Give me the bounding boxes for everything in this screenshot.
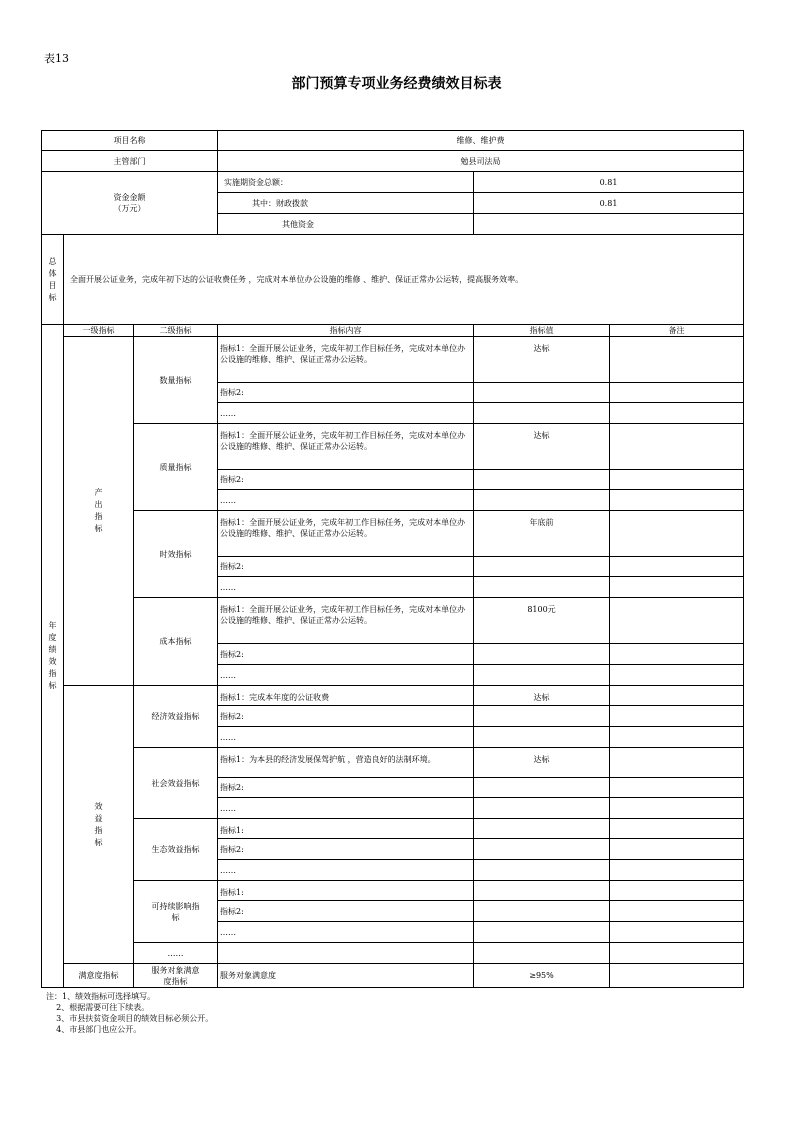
indicator-1-content: 指标1：全面开展公证业务，完成年初工作目标任务，完成对本单位办公设施的维修、维护、保证正常办公运转。: [218, 424, 474, 470]
header-remark: 备注: [610, 325, 744, 337]
project-name-label: 项目名称: [42, 131, 218, 151]
indicator-1-value: 达标: [474, 686, 610, 706]
indicator-ellipsis: ……: [218, 665, 474, 686]
output-group-name: 数量指标: [134, 337, 218, 424]
indicator-ellipsis: ……: [218, 798, 474, 819]
indicator-ellipsis-remark: [610, 665, 744, 686]
funds-finance-label: 其中：财政拨款: [218, 193, 474, 214]
header-value: 指标值: [474, 325, 610, 337]
indicator-1-content: 指标1：全面开展公证业务，完成年初工作目标任务，完成对本单位办公设施的维修、维护、保证正常办公运转。: [218, 337, 474, 383]
indicator-1-remark: [610, 424, 744, 470]
benefit-group-name: 经济效益指标: [134, 686, 218, 748]
indicator-ellipsis: ……: [218, 922, 474, 943]
indicator-1-remark: [610, 337, 744, 383]
indicator-2-content: 指标2:: [218, 644, 474, 665]
indicator-2-content: 指标2:: [218, 778, 474, 798]
indicator-2-content: 指标2:: [218, 706, 474, 727]
department-value: 勉县司法局: [218, 151, 744, 172]
indicator-ellipsis-value: [474, 403, 610, 424]
funds-finance-value: 0.81: [474, 193, 744, 214]
indicator-ellipsis-remark: [610, 860, 744, 881]
benefit-group-name: 生态效益指标: [134, 819, 218, 881]
indicator-2-value: [474, 706, 610, 727]
indicator-1-value: 达标: [474, 337, 610, 383]
indicator-1-value: [474, 819, 610, 839]
indicator-ellipsis-value: [474, 665, 610, 686]
benefit-level1-label: 效 益 指 标: [64, 686, 134, 964]
overall-goal-text: 全面开展公证业务，完成年初下达的公证收费任务 ，完成对本单位办公设施的维修 、维护、保证正常办公运转，提高服务效率。: [64, 235, 744, 325]
table-number: 表13: [44, 52, 69, 65]
indicator-ellipsis: ……: [218, 490, 474, 511]
overall-goal-label: 总 体 目 标: [42, 235, 64, 325]
indicator-ellipsis-remark: [610, 943, 744, 964]
output-group-name: 成本指标: [134, 598, 218, 686]
indicator-ellipsis-remark: [610, 727, 744, 748]
indicator-2-remark: [610, 383, 744, 403]
indicator-2-value: [474, 839, 610, 860]
indicator-ellipsis-value: [474, 922, 610, 943]
note-line: 注：1、绩效指标可选择填写。: [46, 992, 156, 1001]
funds-other-label: 其他资金: [218, 214, 474, 235]
indicator-2-value: [474, 901, 610, 922]
notes: [46, 991, 213, 1035]
indicator-1-value: 8100元: [474, 598, 610, 644]
indicator-1-content: 指标1：完成本年度的公证收费: [218, 686, 474, 706]
indicator-ellipsis-remark: [610, 577, 744, 598]
indicator-2-remark: [610, 644, 744, 665]
indicator-1-remark: [610, 511, 744, 557]
funds-label-text: 资金金额: [113, 193, 146, 202]
indicator-ellipsis: ……: [218, 577, 474, 598]
indicator-2-value: [474, 778, 610, 798]
note-line: 3、市县扶贫资金项目的绩效目标必须公开。: [46, 1014, 214, 1023]
indicator-ellipsis: ……: [218, 860, 474, 881]
satisfaction-remark: [610, 964, 744, 988]
indicator-1-content: 指标1：全面开展公证业务，完成年初工作目标任务，完成对本单位办公设施的维修、维护、保证正常办公运转。: [218, 598, 474, 644]
indicator-2-value: [474, 557, 610, 577]
satisfaction-value: ≥95%: [474, 964, 610, 988]
indicator-2-value: [474, 470, 610, 490]
indicator-2-remark: [610, 839, 744, 860]
indicator-1-remark: [610, 686, 744, 706]
indicator-ellipsis-remark: [610, 403, 744, 424]
indicator-ellipsis-value: [474, 943, 610, 964]
indicator-1-remark: [610, 598, 744, 644]
funds-unit: （万元）: [113, 204, 146, 213]
benefit-group-name: 社会效益指标: [134, 748, 218, 819]
indicator-1-value: [474, 881, 610, 901]
indicator-1-value: 达标: [474, 424, 610, 470]
satisfaction-level1: 满意度指标: [64, 964, 134, 988]
indicator-ellipsis-value: [474, 860, 610, 881]
satisfaction-level2: 服务对象满意度指标: [134, 964, 218, 988]
indicator-2-content: 指标2:: [218, 470, 474, 490]
indicator-ellipsis-value: [474, 727, 610, 748]
indicator-ellipsis: ……: [218, 403, 474, 424]
note-line: 2、根据需要可往下续表。: [46, 1003, 150, 1012]
indicator-2-value: [474, 644, 610, 665]
indicator-1-remark: [610, 748, 744, 778]
indicator-1-value: 达标: [474, 748, 610, 778]
indicator-2-content: 指标2:: [218, 839, 474, 860]
funds-total-value: 0.81: [474, 172, 744, 193]
indicator-ellipsis-value: [474, 490, 610, 511]
indicator-2-remark: [610, 557, 744, 577]
indicator-1-content: 指标1:: [218, 819, 474, 839]
performance-target-table: [41, 130, 744, 988]
indicator-2-content: 指标2:: [218, 901, 474, 922]
indicator-1-remark: [610, 881, 744, 901]
page-title: 部门预算专项业务经费绩效目标表: [291, 76, 502, 92]
indicator-2-remark: [610, 470, 744, 490]
indicator-1-remark: [610, 819, 744, 839]
indicator-2-content: 指标2:: [218, 557, 474, 577]
note-line: 4、市县部门也应公开。: [46, 1025, 142, 1034]
department-label: 主管部门: [42, 151, 218, 172]
indicator-ellipsis-remark: [610, 490, 744, 511]
indicator-2-remark: [610, 778, 744, 798]
indicator-2-remark: [610, 901, 744, 922]
annual-indicator-label: 年 度 绩 效 指 标: [42, 325, 64, 988]
indicator-ellipsis: [218, 943, 474, 964]
indicator-2-remark: [610, 706, 744, 727]
funds-other-value: [474, 214, 744, 235]
output-group-name: 质量指标: [134, 424, 218, 511]
indicator-1-content: 指标1：全面开展公证业务，完成年初工作目标任务，完成对本单位办公设施的维修、维护、保证正常办公运转。: [218, 511, 474, 557]
indicator-ellipsis-remark: [610, 922, 744, 943]
output-group-name: 时效指标: [134, 511, 218, 598]
indicator-ellipsis-value: [474, 577, 610, 598]
benefit-group-ellipsis: ……: [134, 943, 218, 964]
funds-total-label: 实施期资金总额：: [218, 172, 474, 193]
indicator-ellipsis-remark: [610, 798, 744, 819]
benefit-group-name: 可持续影响指标: [134, 881, 218, 943]
indicator-1-content: 指标1:: [218, 881, 474, 901]
funds-label: [42, 172, 218, 235]
indicator-ellipsis: ……: [218, 727, 474, 748]
project-name-value: 维修、维护费: [218, 131, 744, 151]
indicator-ellipsis-value: [474, 798, 610, 819]
header-content: 指标内容: [218, 325, 474, 337]
header-level1: 一级指标: [64, 325, 134, 337]
header-level2: 二级指标: [134, 325, 218, 337]
indicator-1-content: 指标1：为本县的经济发展保驾护航 ，营造良好的法制环境。: [218, 748, 474, 778]
indicator-2-value: [474, 383, 610, 403]
indicator-2-content: 指标2:: [218, 383, 474, 403]
indicator-1-value: 年底前: [474, 511, 610, 557]
output-level1-label: 产 出 指 标: [64, 337, 134, 686]
satisfaction-content: 服务对象满意度: [218, 964, 474, 988]
